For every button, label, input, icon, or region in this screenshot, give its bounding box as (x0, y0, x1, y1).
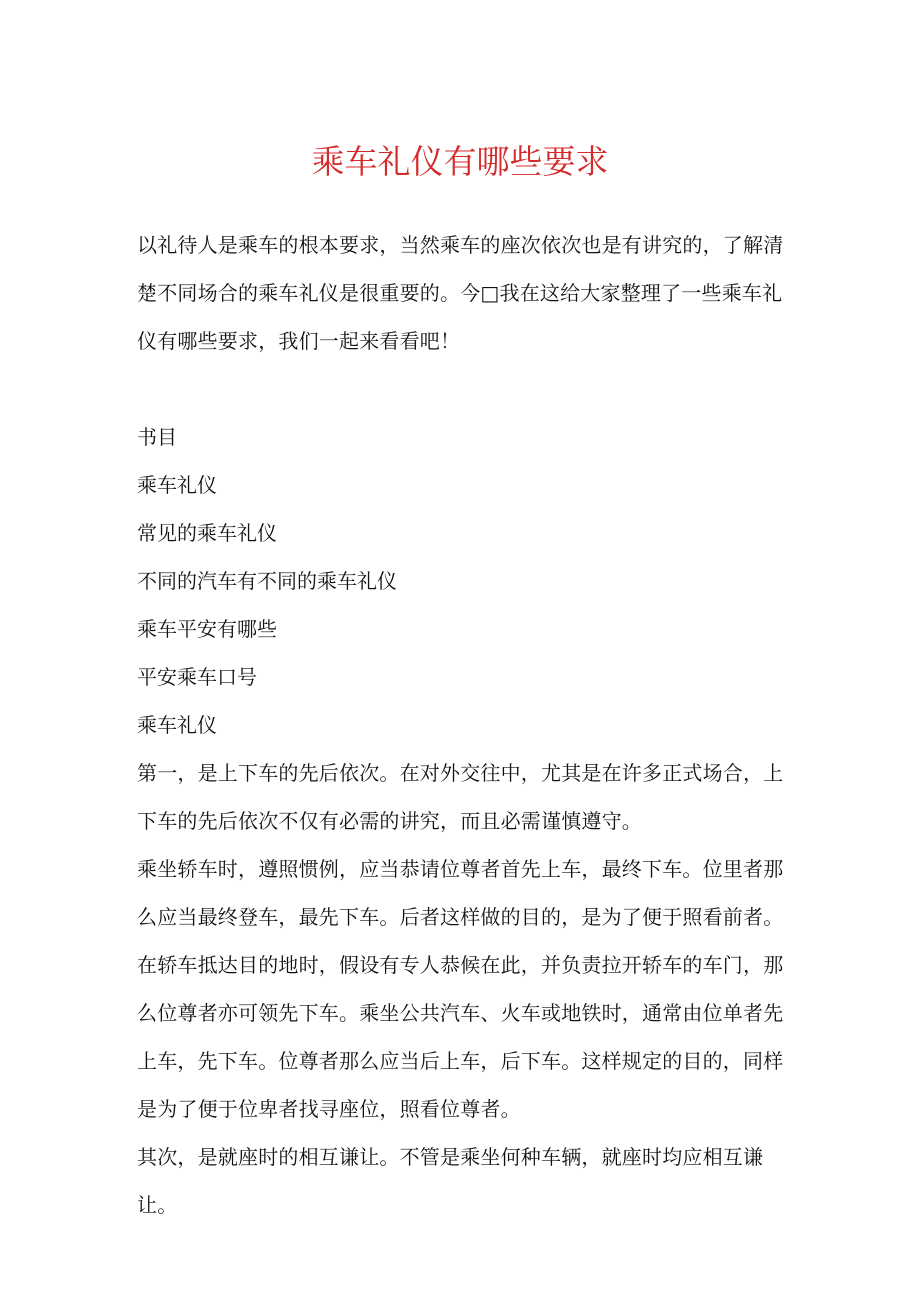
document-body (137, 221, 797, 1229)
section-paragraph: 第一，是上下车的先后依次。在对外交往中，尤其是在许多正式场合，上下车的先后依次不仅有必需的讲究，而且必需谨慎遵守。 (137, 761, 784, 833)
toc-item: 不同的汽车有不同的乘车礼仪 (137, 569, 397, 593)
toc-item: 平安乘车口号 (137, 665, 257, 689)
section-paragraph: 其次，是就座时的相互谦让。不管是乘坐何种车辆，就座时均应相互谦让。 (137, 1145, 764, 1217)
table-of-contents (137, 413, 797, 701)
section-paragraph: 在轿车抵达目的地时，假设有专人恭候在此，并负责拉开轿车的车门，那么位尊者亦可领先下车。乘坐公共汽车、火车或地铁时，通常由位单者先上车，先下车。位尊者那么应当后上车，后下车。这样规定的目的，同样是为了便于位卑者找寻座位，照看位尊者。 (137, 953, 784, 1121)
spacer (137, 365, 797, 413)
toc-item: 乘车平安有哪些 (137, 617, 277, 641)
section-heading: 乘车礼仪 (137, 713, 217, 737)
document-title: 乘车礼仪有哪些要求 (311, 142, 609, 181)
intro-paragraph: 以礼待人是乘车的根本要求，当然乘车的座次依次也是有讲究的，了解清楚不同场合的乘车礼仪是很重要的。今□我在这给大家整理了一些乘车礼仪有哪些要求，我们一起来看看吧！ (137, 233, 784, 353)
section (137, 701, 797, 1229)
toc-heading: 书目 (137, 425, 177, 449)
toc-item: 常见的乘车礼仪 (137, 521, 277, 545)
toc-item: 乘车礼仪 (137, 473, 217, 497)
section-paragraph: 乘坐轿车时，遵照惯例，应当恭请位尊者首先上车，最终下车。位里者那么应当最终登车，最先下车。后者这样做的目的，是为了便于照看前者。 (137, 857, 784, 929)
